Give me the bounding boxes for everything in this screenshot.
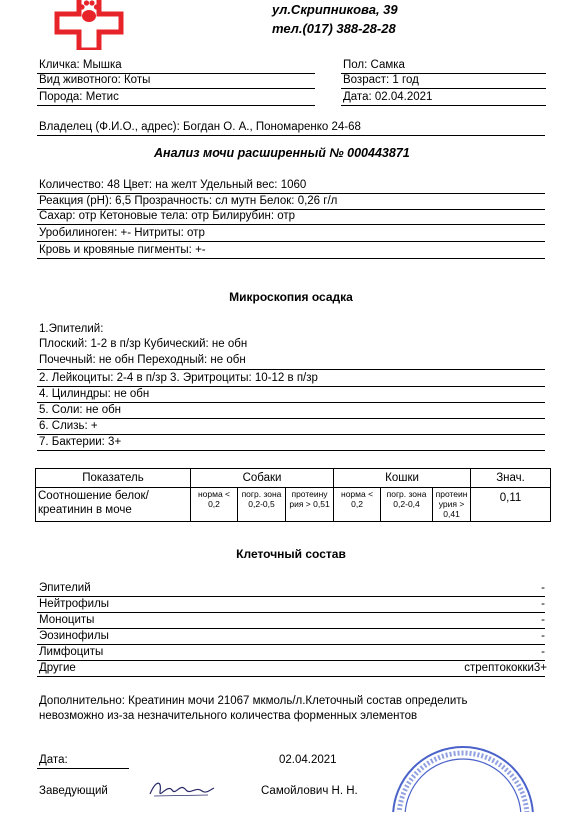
divider: [37, 369, 545, 370]
footer-head-name: Самойлович Н. Н.: [261, 785, 358, 797]
cell-row-label: Лимфоциты: [39, 646, 104, 658]
row-value: 0,11: [471, 488, 551, 522]
patient-age: Возраст: 1 год: [343, 74, 419, 86]
table-header-row: [36, 469, 551, 488]
divider: [37, 628, 545, 629]
patient-breed: Порода: Метис: [39, 91, 119, 103]
divider: [37, 135, 545, 136]
microscopy-line: Плоский: 1-2 в п/зр Кубический: не обн: [39, 338, 248, 350]
dog-gray-zone: погр. зона 0,2-0,5: [238, 488, 286, 522]
additional-line: Дополнительно: Креатинин мочи 21067 мкмоль/л.Клеточный состав определить: [39, 695, 468, 707]
cell-row-label: Нейтрофилы: [39, 598, 110, 610]
divider: [37, 386, 545, 387]
header-indicator: Показатель: [36, 469, 191, 488]
microscopy-line: 5. Соли: не обн: [39, 404, 122, 416]
table-row: [36, 488, 551, 522]
header-value: Знач.: [471, 469, 551, 488]
cross-paw-logo-icon: [35, 0, 145, 50]
general-line: Сахар: отр Кетоновые тела: отр Билирубин: отр: [39, 210, 296, 222]
cell-row-label: Эозинофилы: [39, 630, 109, 642]
cells-title: Клеточный состав: [236, 547, 346, 561]
patient-species: Вид животного: Коты: [39, 74, 151, 86]
protein-creatinine-table: [35, 468, 551, 522]
divider: [341, 88, 546, 89]
patient-date: Дата: 02.04.2021: [343, 91, 433, 103]
stamp-icon: [388, 742, 538, 812]
owner: Владелец (Ф.И.О., адрес): Богдан О. А., Пономаренко 24-68: [39, 121, 361, 133]
patient-name: Кличка: Мышка: [39, 59, 122, 71]
cell-row-label: Другие: [39, 662, 76, 674]
divider: [37, 596, 545, 597]
dog-proteinuria: протеину рия > 0,51: [286, 488, 334, 522]
microscopy-line: 4. Цилиндры: не обн: [39, 388, 150, 400]
divider: [37, 676, 545, 677]
divider: [37, 402, 545, 403]
general-line: Уробилиноген: +- Нитриты: отр: [39, 227, 205, 239]
cat-gray-zone: погр. зона 0,2-0,4: [381, 488, 433, 522]
cell-row-value: -: [541, 582, 545, 594]
general-line: Количество: 48 Цвет: на желт Удельный вес: 1060: [39, 179, 307, 191]
cell-row-value: стрептококки3+: [464, 662, 547, 674]
cell-row-label: Моноциты: [39, 614, 95, 626]
microscopy-line: 6. Слизь: +: [39, 420, 98, 432]
clinic-phone: тел.(017) 388-28-28: [272, 21, 396, 36]
cat-normal: норма < 0,2: [334, 488, 381, 522]
cell-row-value: -: [541, 630, 545, 642]
cat-proteinuria: протеин урия > 0,41: [433, 488, 471, 522]
divider: [37, 768, 129, 769]
divider: [37, 450, 545, 451]
row-indicator: Соотношение белок/креатинин в моче: [36, 488, 191, 522]
stamp: [388, 742, 538, 812]
dog-normal: норма < 0,2: [191, 488, 238, 522]
microscopy-line: Почечный: не обн Переходный: не обн: [39, 354, 246, 366]
cell-row-value: -: [541, 614, 545, 626]
header-dogs: Собаки: [191, 469, 334, 488]
divider: [37, 258, 545, 259]
signature: [146, 776, 216, 800]
microscopy-line: 1.Эпителий:: [39, 323, 104, 335]
footer-head-label: Заведующий: [39, 785, 108, 797]
divider: [37, 660, 545, 661]
divider: [37, 241, 545, 242]
divider: [37, 418, 545, 419]
additional-line: невозможно из-за незначительного количества форменных элементов: [39, 710, 418, 722]
general-line: Кровь и кровяные пигменты: +-: [39, 244, 206, 256]
divider: [37, 644, 545, 645]
microscopy-title: Микроскопия осадка: [229, 290, 353, 304]
patient-sex: Пол: Самка: [343, 59, 405, 71]
divider: [37, 88, 315, 89]
divider: [341, 105, 546, 106]
signature-icon: [146, 776, 216, 800]
divider: [37, 612, 545, 613]
clinic-address: ул.Скрипникова, 39: [272, 2, 398, 17]
clinic-logo: [35, 0, 145, 50]
divider: [37, 224, 545, 225]
divider: [37, 193, 545, 194]
report-title: Анализ мочи расширенный № 000443871: [154, 146, 410, 160]
general-line: Реакция (pH): 6,5 Прозрачность: сл мутн Белок: 0,26 г/л: [39, 195, 338, 207]
cell-row-label: Эпителий: [39, 582, 91, 594]
microscopy-line: 2. Лейкоциты: 2-4 в п/зр 3. Эритроциты: 10-12 в п/зр: [39, 372, 318, 384]
cell-row-value: -: [541, 598, 545, 610]
divider: [37, 434, 545, 435]
footer-date-value: 02.04.2021: [279, 754, 337, 766]
microscopy-line: 7. Бактерии: 3+: [39, 436, 122, 448]
cell-row-value: -: [541, 646, 545, 658]
divider: [37, 105, 315, 106]
footer-date-label: Дата:: [39, 754, 68, 766]
header-cats: Кошки: [334, 469, 471, 488]
